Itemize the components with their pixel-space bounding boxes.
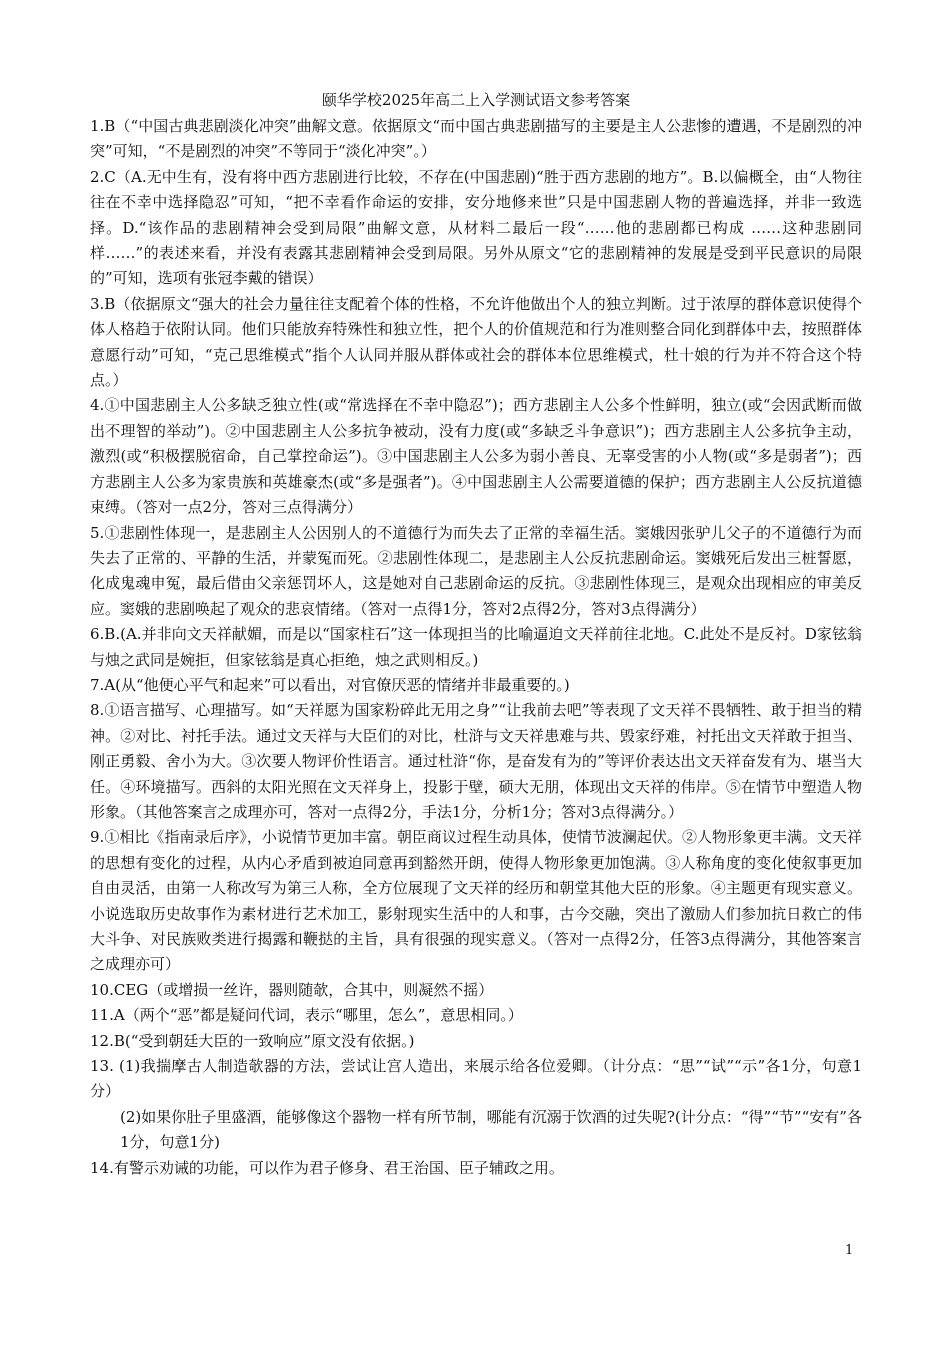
- page-number: 1: [845, 1243, 854, 1258]
- answer-item: 11.A（两个“恶”都是疑问代词，表示“哪里，怎么”，意思相同。）: [90, 1006, 523, 1025]
- answer-item: 12.B(“受到朝廷大臣的一致响应”原文没有依据。): [90, 1031, 415, 1050]
- answer-item: 7.A(从“他便心平气和起来”可以看出，对官僚厌恶的情绪并非最重要的。): [90, 675, 570, 694]
- answer-list: [90, 114, 862, 1181]
- answer-item: 13. (1)我揣摩古人制造欹器的方法，尝试让宫人造出，来展示给各位爱卿。（计分点：“思”“试”“示”各1分，句意1分）: [90, 1057, 862, 1101]
- answer-item: (2)如果你肚子里盛酒，能够像这个器物一样有所节制，哪能有沉溺于饮酒的过失呢?(计分点：“得”“节”“安有”各1分，句意1分): [120, 1107, 862, 1152]
- answer-item: 10.CEG（或增损一丝许，器则随欹，合其中，则凝然不摇）: [90, 980, 494, 999]
- answer-item: 3.B（依据原文“强大的社会力量往往支配着个体的性格，不允许他做出个人的独立判断。过于浓厚的群体意识使得个体人格趋于依附认同。他们只能放弃特殊性和独立性，把个人的价值规范和行为准则整合同化到群体中去，按照群体意愿行动”可知，“克己思维模式”指个人认同并服从群体或社会的群体本位思维模式，杜十娘的行为并不符合这个特点。）: [90, 294, 862, 390]
- answer-item: 4.①中国悲剧主人公多缺乏独立性(或“常选择在不幸中隐忍”)；西方悲剧主人公多个性鲜明，独立(或“会因武断而做出不理智的举动”)。②中国悲剧主人公多抗争被动，没有力度(或“多缺乏斗争意识”)；西方悲剧主人公多抗争主动，激烈(或“积极摆脱宿命，自己掌控命运”)。③中国悲剧主人公多为弱小善良、无辜受害的小人物(或“多是弱者”)；西方悲剧主人公多为家贵族和英雄豪杰(或“多是强者”)。④中国悲剧主人公需要道德的保护；西方悲剧主人公反抗道德束缚。（答对一点2分，答对三点得满分）: [90, 396, 862, 517]
- answer-item: 14.有警示劝诫的功能，可以作为君子修身、君王治国、臣子辅政之用。: [90, 1158, 564, 1177]
- answer-item: 8.①语言描写、心理描写。如“天祥愿为国家粉碎此无用之身”“让我前去吧”等表现了文天祥不畏牺牲、敢于担当的精神。②对比、衬托手法。通过文天祥与大臣们的对比，杜浒与文天祥患难与共、毁家纾难，衬托出文天祥敢于担当、刚正勇毅、舍小为大。③次要人物评价性语言。通过杜浒“你，是奋发有为的”等评价表达出文天祥奋发有为、堪当大任。④环境描写。西斜的太阳光照在文天祥身上，投影于壁，硕大无朋，体现出文天祥的伟岸。⑤在情节中塑造人物形象。（其他答案言之成理亦可，答对一点得2分，手法1分，分析1分；答对3点得满分。）: [90, 701, 862, 821]
- page-title: 颐华学校2025年高二上入学测试语文参考答案: [321, 91, 631, 109]
- answer-item: 9.①相比《指南录后序》，小说情节更加丰富。朝臣商议过程生动具体，使情节波澜起伏。②人物形象更丰满。文天祥的思想有变化的过程，从内心矛盾到被迫同意再到豁然开朗，使得人物形象更加饱满。③人称角度的变化使叙事更加自由灵活，由第一人称改写为第三人称，全方位展现了文天祥的经历和朝堂其他大臣的形象。④主题更有现实意义。小说选取历史故事作为素材进行艺术加工，影射现实生活中的人和事，古今交融，突出了激励人们参加抗日救亡的伟大斗争、对民族败类进行揭露和鞭挞的主旨，具有很强的现实意义。（答对一点得2分，任答3点得满分，其他答案言之成理亦可）: [90, 828, 862, 974]
- answer-item: 6.B.(A.并非向文天祥献媚，而是以“国家柱石”这一体现担当的比喻逼迫文天祥前往北地。C.此处不是反衬。D家铉翁与烛之武同是婉拒，但家铉翁是真心拒绝，烛之武则相反。): [90, 625, 862, 669]
- answer-item: 5.①悲剧性体现一，是悲剧主人公因别人的不道德行为而失去了正常的幸福生活。窦娥因张驴儿父子的不道德行为而失去了正常的、平静的生活，并蒙冤而死。②悲剧性体现二，是悲剧主人公反抗悲剧命运。窦娥死后发出三桩誓愿，化成鬼魂申冤，最后借由父亲惩罚坏人，这是她对自己悲剧命运的反抗。③悲剧性体现三，是观众出现相应的审美反应。窦娥的悲剧唤起了观众的悲哀情绪。（答对一点得1分，答对2点得2分，答对3点得满分）: [90, 523, 862, 618]
- answer-item: 2.C（A.无中生有，没有将中西方悲剧进行比较，不存在(中国悲剧)“胜于西方悲剧的地方”。B.以偏概全，由“人物往往在不幸中选择隐忍”可知，“把不幸看作命运的安排，安分地修来世”只是中国悲剧人物的普遍选择，并非一致选择。D.“该作品的悲剧精神会受到局限”曲解文意，从材料二最后一段“……他的悲剧都已构成 ……这种悲剧同样……”的表述来看，并没有表露其悲剧精神会受到局限。另外从原文“它的悲剧精神的发展是受到平民意识的局限的”可知，选项有张冠李戴的错误）: [90, 167, 862, 288]
- answer-content: [90, 88, 862, 1181]
- answer-item: 1.B（“中国古典悲剧淡化冲突”曲解文意。依据原文“而中国古典悲剧描写的主要是主人公悲惨的遭遇，不是剧烈的冲突”可知，“不是剧烈的冲突”不等同于“淡化冲突”。）: [90, 117, 862, 161]
